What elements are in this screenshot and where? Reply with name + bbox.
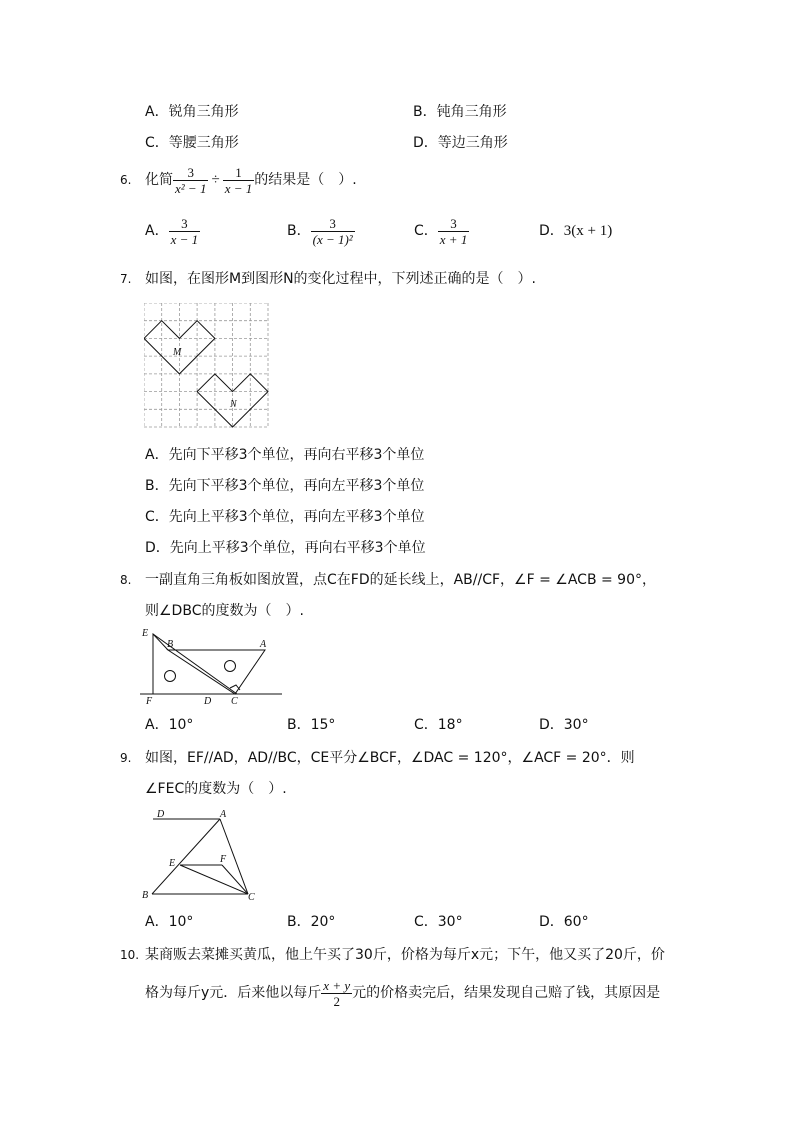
q6-stem <box>145 162 357 198</box>
q8-stem-line-1: 一副直角三角板如图放置，点C在FD的延长线上，AB//CF，∠F = ∠ACB = 90°， <box>145 572 656 588</box>
q10-fraction-num: x + y <box>323 977 351 993</box>
q8-hole-left <box>165 671 176 682</box>
q8-option-c: C．18° <box>414 717 463 733</box>
q8-segment-eb <box>153 634 168 650</box>
q6-option-c-num: 3 <box>450 215 457 231</box>
q9-option-a: A．10° <box>145 914 194 930</box>
q10-fraction-den: 2 <box>321 993 352 1009</box>
q9-stem-line-2: ∠FEC的度数为（ ）. <box>145 781 287 797</box>
q9-number: 9. <box>120 751 132 765</box>
q8-label-d: D <box>204 696 212 707</box>
q7-option-d: D．先向上平移3个单位，再向右平移3个单位 <box>145 540 426 556</box>
q7-label-n: N <box>230 399 237 410</box>
q6-option-a-fraction <box>169 216 201 247</box>
q6-option-a-label: A． <box>145 223 169 239</box>
q8-stem-line-2: 则∠DBC的度数为（ ）. <box>145 603 304 619</box>
q9-option-c: C．30° <box>414 914 463 930</box>
q6-option-d-label: D． <box>539 223 564 239</box>
q7-option-b: B．先向下平移3个单位，再向左平移3个单位 <box>145 478 425 494</box>
q8-label-b: B <box>167 639 174 650</box>
q6-option-b <box>287 213 355 249</box>
q6-option-b-den: (x − 1)² <box>312 231 353 247</box>
q6-fraction-1 <box>173 165 208 196</box>
q6-fraction-1-den: x² − 1 <box>175 180 207 196</box>
q8-triangle-bac <box>168 650 265 694</box>
q9-line-ab <box>152 819 220 894</box>
q6-divide-sign: ÷ <box>211 172 220 188</box>
q9-line-fc <box>222 865 248 894</box>
q5-option-c: C．等腰三角形 <box>145 135 239 151</box>
q8-label-e: E <box>142 628 149 639</box>
q8-hole-right <box>225 661 236 672</box>
q8-label-c: C <box>231 696 238 707</box>
q6-option-c <box>414 213 469 249</box>
q7-label-m: M <box>173 347 182 358</box>
q6-option-a <box>145 213 200 249</box>
q6-option-d-expr: 3(x + 1) <box>563 223 613 239</box>
q9-line-ec <box>180 865 248 894</box>
q8-label-a: A <box>260 639 267 650</box>
q7-number: 7. <box>120 272 132 286</box>
q8-option-a: A．10° <box>145 717 194 733</box>
q10-fraction <box>321 978 352 1009</box>
q9-label-a: A <box>220 809 227 820</box>
q6-option-a-num: 3 <box>181 215 188 231</box>
q7-option-a: A．先向下平移3个单位，再向右平移3个单位 <box>145 447 425 463</box>
q10-number: 10. <box>120 948 140 962</box>
q10-stem-line-2 <box>145 974 660 1012</box>
q5-option-b: B．钝角三角形 <box>413 104 507 120</box>
q6-option-a-den: x − 1 <box>170 231 199 247</box>
q6-option-c-den: x + 1 <box>439 231 468 247</box>
q8-number: 8. <box>120 573 132 587</box>
q5-option-a: A．锐角三角形 <box>145 104 239 120</box>
q8-option-b: B．15° <box>287 717 336 733</box>
q6-fraction-1-num: 3 <box>187 164 194 180</box>
q9-label-d: D <box>157 809 165 820</box>
q9-stem-line-1: 如图，EF//AD，AD//BC，CE平分∠BCF，∠DAC = 120°，∠ACF = 20°．则 <box>145 750 635 766</box>
q6-fraction-2-num: 1 <box>235 164 242 180</box>
q6-stem-pre: 化简 <box>145 172 173 188</box>
q6-option-b-fraction <box>311 216 355 247</box>
q9-label-b: B <box>142 890 149 901</box>
q8-option-d: D．30° <box>539 717 589 733</box>
q7-option-c: C．先向上平移3个单位，再向左平移3个单位 <box>145 509 425 525</box>
q6-number: 6. <box>120 173 132 187</box>
q6-stem-post: 的结果是（ ）. <box>254 172 357 188</box>
q10-line-2-post: 元的价格卖完后，结果发现自己赔了钱，其原因是 <box>352 985 661 1001</box>
q6-option-b-label: B． <box>287 223 311 239</box>
q5-option-d: D．等边三角形 <box>413 135 508 151</box>
q6-fraction-2 <box>223 165 255 196</box>
q7-stem: 如图，在图形M到图形N的变化过程中，下列述正确的是（ ）. <box>145 271 537 287</box>
q6-fraction-2-den: x − 1 <box>224 180 253 196</box>
q9-option-b: B．20° <box>287 914 336 930</box>
q8-label-f: F <box>146 696 153 707</box>
q8-triangle-figure <box>140 624 285 710</box>
q9-label-c: C <box>248 892 255 902</box>
q10-stem-line-1: 某商贩去菜摊买黄瓜，他上午买了30斤，价格为每斤x元；下午，他又买了20斤，价 <box>145 947 665 963</box>
q10-line-2-pre: 格为每斤y元．后来他以每斤 <box>145 985 322 1001</box>
q7-grid-figure <box>144 303 270 429</box>
q6-option-c-label: C． <box>414 223 438 239</box>
q6-option-b-num: 3 <box>329 215 336 231</box>
q9-label-f: F <box>220 854 227 865</box>
q9-option-d: D．60° <box>539 914 589 930</box>
q9-figure <box>140 806 265 902</box>
q9-label-e: E <box>169 858 176 869</box>
q6-option-d <box>539 222 612 240</box>
q6-option-c-fraction <box>438 216 470 247</box>
